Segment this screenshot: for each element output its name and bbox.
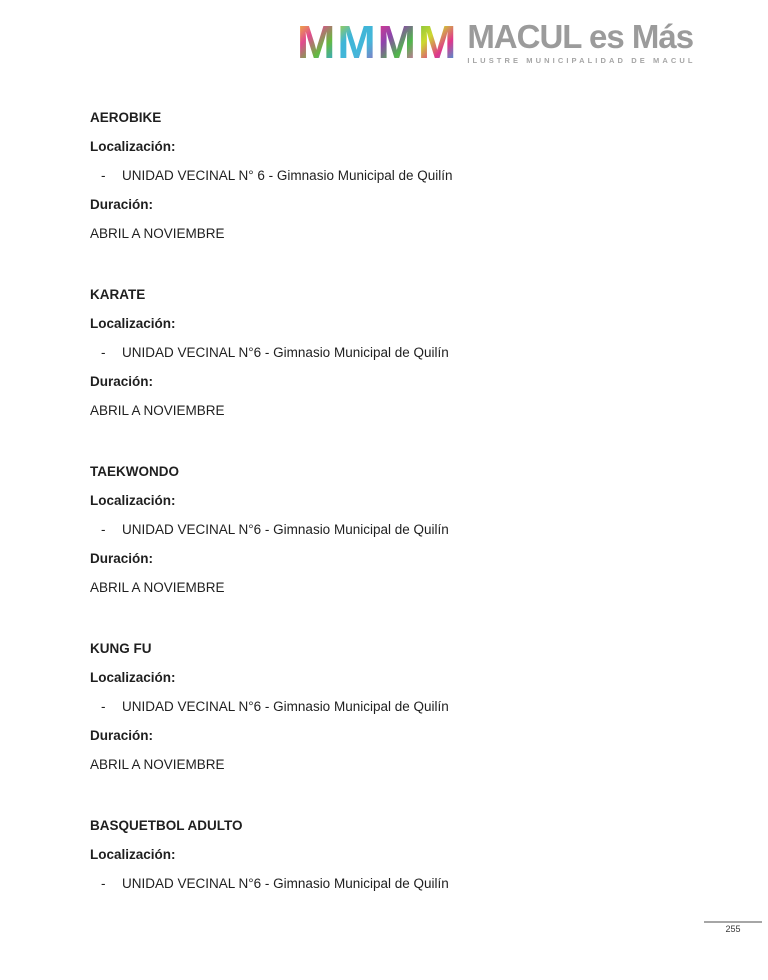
- activity-section: [90, 108, 713, 244]
- duration-label: Duración:: [90, 728, 154, 743]
- activity-section: [90, 816, 713, 894]
- page-number: 255: [725, 924, 741, 934]
- location-label: Localización:: [90, 847, 176, 862]
- location-text: UNIDAD VECINAL N° 6 - Gimnasio Municipal de Quilín: [122, 168, 453, 183]
- logo-m-icon: M: [377, 16, 416, 68]
- activity-title: AEROBIKE: [90, 110, 162, 125]
- activity-section: [90, 285, 713, 421]
- bullet-dash: -: [101, 699, 106, 714]
- page-footer: [704, 921, 762, 934]
- logo-m-icon: M: [417, 16, 457, 68]
- location-label: Localización:: [90, 493, 176, 508]
- document-content: [90, 108, 713, 903]
- logo-m-icon: M: [337, 16, 376, 68]
- location-text: UNIDAD VECINAL N°6 - Gimnasio Municipal de Quilín: [122, 345, 449, 360]
- activity-section: [90, 462, 713, 598]
- logo-m-icon: M: [297, 16, 336, 68]
- location-list-item: [101, 166, 713, 186]
- duration-label: Duración:: [90, 374, 154, 389]
- duration-text: ABRIL A NOVIEMBRE: [90, 226, 225, 241]
- location-list-item: [101, 343, 713, 363]
- bullet-dash: -: [101, 345, 106, 360]
- duration-label: Duración:: [90, 551, 154, 566]
- activity-title: KARATE: [90, 287, 146, 302]
- duration-text: ABRIL A NOVIEMBRE: [90, 757, 225, 772]
- location-label: Localización:: [90, 316, 176, 331]
- location-list-item: [101, 520, 713, 540]
- location-list-item: [101, 874, 713, 894]
- logo-m-block: [297, 16, 457, 68]
- duration-label: Duración:: [90, 197, 154, 212]
- location-text: UNIDAD VECINAL N°6 - Gimnasio Municipal de Quilín: [122, 699, 449, 714]
- location-text: UNIDAD VECINAL N°6 - Gimnasio Municipal de Quilín: [122, 522, 449, 537]
- bullet-dash: -: [101, 876, 106, 891]
- activity-section: [90, 639, 713, 775]
- duration-text: ABRIL A NOVIEMBRE: [90, 580, 225, 595]
- location-list-item: [101, 697, 713, 717]
- bullet-dash: -: [101, 168, 106, 183]
- municipality-logo: [297, 16, 696, 68]
- location-text: UNIDAD VECINAL N°6 - Gimnasio Municipal de Quilín: [122, 876, 449, 891]
- location-label: Localización:: [90, 670, 176, 685]
- logo-text-block: [467, 20, 695, 65]
- bullet-dash: -: [101, 522, 106, 537]
- logo-subtitle: ILUSTRE MUNICIPALIDAD DE MACUL: [467, 56, 696, 65]
- logo-title: MACUL es Más: [467, 18, 694, 55]
- activity-title: BASQUETBOL ADULTO: [90, 818, 243, 833]
- location-label: Localización:: [90, 139, 176, 154]
- activity-title: TAEKWONDO: [90, 464, 179, 479]
- activity-title: KUNG FU: [90, 641, 152, 656]
- duration-text: ABRIL A NOVIEMBRE: [90, 403, 225, 418]
